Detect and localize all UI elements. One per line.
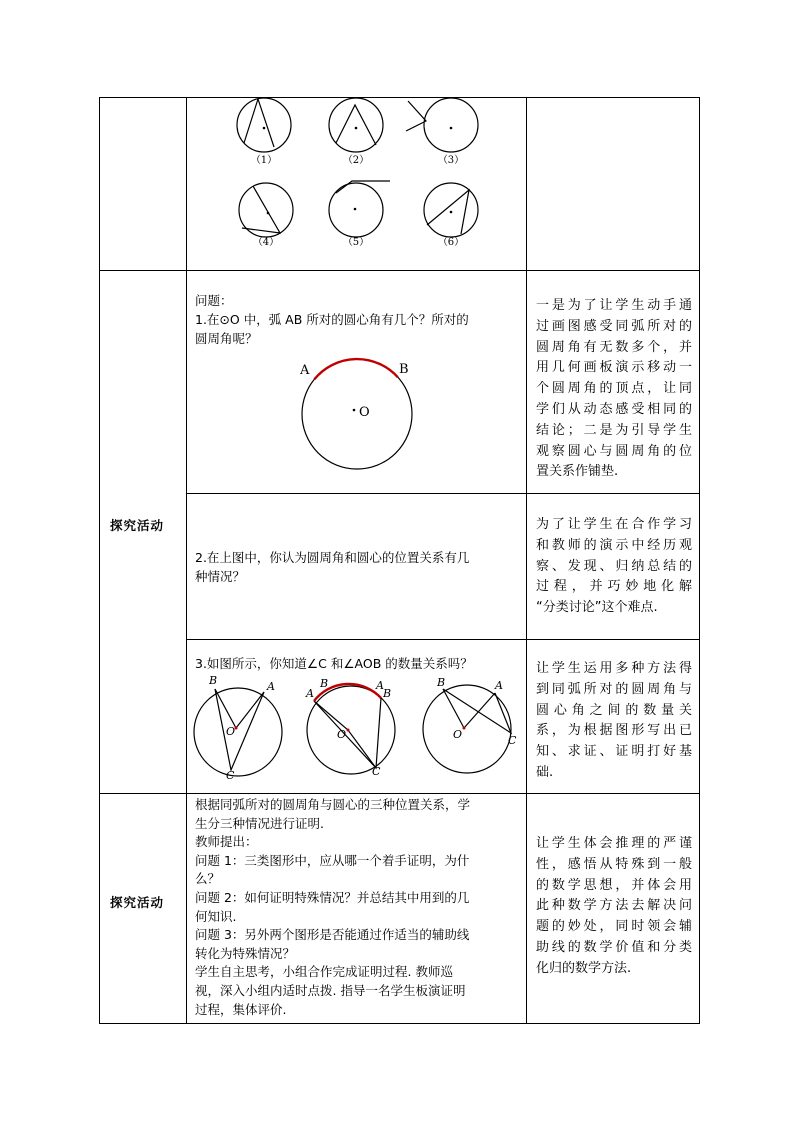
row-divider-2: [186, 493, 700, 494]
row4-note-line: 圆心角之间的数量关: [536, 702, 692, 718]
fig3-angle-c: [443, 689, 511, 733]
row4-note-line: 系，为根据图形写出已: [536, 723, 692, 739]
row2-note-line: 结论；二是为引导学生: [536, 422, 692, 438]
center-dot-1: [263, 127, 266, 130]
angle-1: [244, 99, 274, 147]
row2-note-line: 一是为了让学生动手通: [536, 298, 692, 313]
row2-note-line: 圆周角有无数多个，并: [536, 339, 692, 355]
angle-6: [427, 190, 469, 234]
row4-note-line: 到同弧所对的圆周角与: [536, 681, 692, 697]
question-1-line1: 1.在⊙O 中，弧 AB 所对的圆心角有几个？所对的: [195, 312, 469, 327]
question-1-line2: 圆周角呢？: [195, 331, 258, 346]
row3-note: [536, 515, 692, 619]
fig2-label-c: C: [372, 765, 381, 778]
angle-4: [242, 186, 280, 233]
row5-note-line: 化归的数学方法.: [536, 960, 632, 976]
question-2-line2: 种情况？: [195, 569, 246, 584]
row3-note-line: 和教师的演示中经历观: [536, 537, 692, 553]
stage-label-exploration-1: 探究活动: [110, 518, 165, 533]
fig1-circle: [194, 688, 282, 776]
angle-3: [406, 101, 426, 131]
row4-note: [536, 659, 692, 784]
row-divider-3: [186, 639, 700, 640]
fig3-circle: [423, 685, 511, 773]
row3-note-line: 为了让学生在合作学习: [536, 517, 692, 532]
inscribed-angle-examples-figure: [186, 97, 526, 270]
row5-note-line: 的数学思想，并体会用: [536, 877, 692, 893]
fig3-central-angle: [443, 689, 495, 728]
point-a-label: A: [300, 363, 310, 378]
column-divider-2: [526, 97, 527, 1024]
circle-5: [329, 183, 383, 237]
row2-note-line: 用几何画板演示移动一: [536, 360, 692, 376]
fig3-label-b: B: [437, 676, 446, 689]
diagram-label-4: （4）: [252, 237, 280, 248]
center-dot-5: [354, 208, 357, 211]
row5-note-line: 让学生体会推理的严谨: [536, 836, 692, 851]
question-3: 3.如图所示，你知道∠C 和∠AOB 的数量关系吗？: [195, 656, 473, 671]
circle-6: [424, 183, 478, 237]
row2-note-line: 学们从动态感受相同的: [536, 401, 692, 417]
diagram-label-6: （6）: [437, 237, 465, 248]
fig2-circle: [307, 686, 395, 774]
row3-note-line: 过程，并巧妙地化解: [536, 579, 692, 595]
fig2-label-b-right: B: [383, 687, 392, 700]
row5-text-line: 教师提出：: [195, 834, 258, 850]
diagram-label-2: （2）: [342, 155, 370, 166]
center-dot-3: [450, 127, 453, 130]
row4-note-line: 知、求证、证明打好基: [536, 744, 692, 760]
point-o-label: O: [359, 405, 370, 420]
row5-text-line: 转化为特殊情况？: [195, 945, 296, 961]
fig2-label-a-right: A: [376, 679, 384, 692]
diagram-label-5: （5）: [342, 237, 370, 248]
center-dot-6: [450, 211, 453, 214]
fig3-label-o: O: [453, 728, 463, 741]
row5-proof-activity: [195, 796, 520, 1019]
row3-note-line: 察、发现、归纳总结的: [536, 558, 692, 574]
point-b-label: B: [399, 362, 409, 377]
row5-text-line: 何知识.: [195, 908, 237, 924]
fig2-center-dot: [347, 729, 350, 732]
arc-ab: [314, 359, 397, 379]
row5-text-line: 么？: [195, 871, 221, 887]
row-divider-4: [99, 793, 700, 794]
fig3-label-a: A: [495, 679, 503, 692]
question-heading: 问题：: [195, 293, 233, 308]
question-2-line1: 2.在上图中，你认为圆周角和圆心的位置关系有几: [195, 550, 470, 565]
fig1-label-o: O: [226, 725, 236, 738]
center-dot-4: [267, 212, 270, 215]
row4-note-line: 让学生运用多种方法得: [536, 661, 692, 676]
row5-text-line: 生分三种情况进行证明.: [195, 815, 324, 831]
circle-1: [237, 98, 291, 152]
center-o-dot: [353, 409, 356, 412]
row2-note-line: 个圆周角的顶点，让同: [536, 381, 692, 397]
row5-note: [536, 834, 692, 980]
fig1-label-a: A: [267, 680, 275, 693]
row5-text-line: 学生自主思考，小组合作完成证明过程. 教师巡: [195, 964, 453, 980]
row2-note-line: 置关系作铺垫.: [536, 464, 619, 480]
row2-note-line: 观察圆心与圆周角的位: [536, 443, 692, 459]
row5-note-line: 题的妙处，同时领会辅: [536, 919, 692, 935]
fig3-center-dot: [463, 727, 466, 730]
center-dot-2: [355, 127, 358, 130]
arc-ab-figure: [296, 352, 420, 472]
fig1-label-c: C: [226, 769, 235, 782]
row4-note-line: 础.: [536, 764, 554, 780]
diagram-label-1: （1）: [250, 155, 278, 166]
row5-text-line: 问题 2：如何证明特殊情况？并总结其中用到的几: [195, 889, 470, 905]
fig1-label-b: B: [209, 674, 218, 687]
stage-label-exploration-2: 探究活动: [110, 895, 165, 910]
diagram-label-3: （3）: [437, 155, 465, 166]
fig2-angle-c: [314, 698, 381, 768]
fig2-label-b-left: B: [320, 677, 329, 690]
fig3-label-c: C: [508, 734, 517, 747]
row2-note-line: 过画图感受同弧所对的: [536, 318, 692, 334]
angle-5: [336, 181, 390, 193]
row5-text-line: 过程，集体评价.: [195, 1001, 287, 1017]
row5-text-line: 问题 1：三类图形中，应从哪一个着手证明，为什: [195, 852, 470, 868]
fig2-label-o: O: [337, 728, 347, 741]
row2-note: [536, 296, 692, 483]
row5-note-line: 助线的数学价值和分类: [536, 939, 692, 955]
fig2-label-a: A: [306, 687, 314, 700]
row5-note-line: 此种数学方法去解决问: [536, 898, 692, 914]
three-position-figures: [186, 672, 526, 784]
row5-note-line: 性，感悟从特殊到一般: [536, 856, 692, 872]
row-divider-1: [99, 270, 700, 271]
circle-3: [424, 98, 478, 152]
row5-text-line: 根据同弧所对的圆周角与圆心的三种位置关系，学: [195, 797, 471, 812]
row5-text-line: 视，深入小组内适时点拨. 指导一名学生板演证明: [195, 982, 466, 998]
angle-2: [336, 105, 376, 145]
row3-note-line: “分类讨论”这个难点.: [536, 600, 658, 616]
row5-text-line: 问题 3：另外两个图形是否能通过作适当的辅助线: [195, 927, 470, 943]
